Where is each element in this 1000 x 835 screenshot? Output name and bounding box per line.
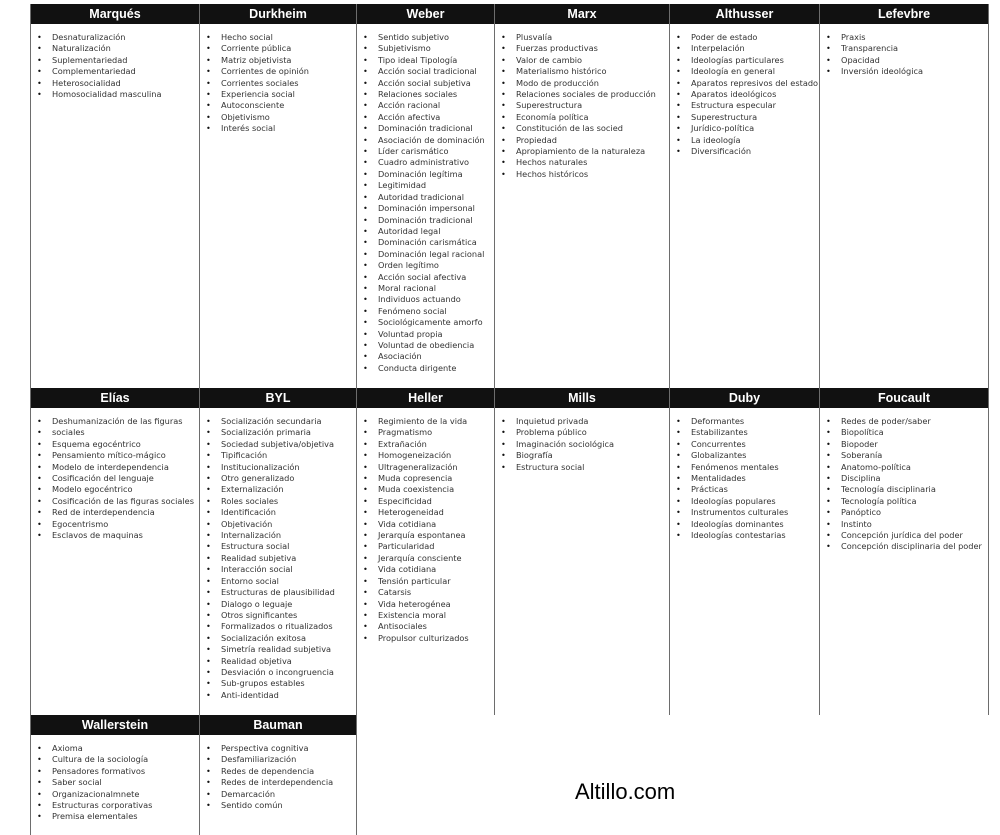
concept-item: • Objetivismo <box>206 112 356 123</box>
concept-item: • Acción afectiva <box>363 112 494 123</box>
author-column-marx <box>495 4 670 388</box>
table-row-2 <box>30 388 989 715</box>
concept-item: • Panóptico <box>826 507 988 518</box>
concept-item: • Homosocialidad masculina <box>37 89 199 100</box>
concept-item: • Poder de estado <box>676 32 819 43</box>
concept-item: • Inquietud privada <box>501 416 669 427</box>
concept-item: • Acción social tradicional <box>363 66 494 77</box>
concept-item: • Ideologías particulares <box>676 55 819 66</box>
concept-item: • Voluntad propia <box>363 329 494 340</box>
concept-item: • Asociación de dominación <box>363 135 494 146</box>
concept-item: • Dominación tradicional <box>363 215 494 226</box>
concept-item: • Pragmatismo <box>363 427 494 438</box>
concept-item: • Vida cotidiana <box>363 564 494 575</box>
concept-item: • Entorno social <box>206 576 356 587</box>
concept-item: • Hechos naturales <box>501 157 669 168</box>
concept-item: • Pensadores formativos <box>37 766 199 777</box>
concept-item: • Biografía <box>501 450 669 461</box>
concept-item: • Cosificación de las figuras sociales <box>37 496 199 507</box>
concept-item: • Sentido subjetivo <box>363 32 494 43</box>
concept-item: • Propulsor culturizados <box>363 633 494 644</box>
concept-item: • Otros significantes <box>206 610 356 621</box>
concept-item: • Conducta dirigente <box>363 363 494 374</box>
concept-item: • Anatomo-política <box>826 462 988 473</box>
concept-item: • Particularidad <box>363 541 494 552</box>
concept-item: • Simetría realidad subjetiva <box>206 644 356 655</box>
concept-item: • Catarsis <box>363 587 494 598</box>
concept-item: • Axioma <box>37 743 199 754</box>
concept-item: • Especificidad <box>363 496 494 507</box>
author-header: Duby <box>670 388 819 408</box>
author-column-wallerstein <box>31 715 200 835</box>
concept-item: • Socialización primaria <box>206 427 356 438</box>
author-header: Weber <box>357 4 494 24</box>
concept-item: • Externalización <box>206 484 356 495</box>
concept-item: • Autoridad legal <box>363 226 494 237</box>
concept-item: • Concurrentes <box>676 439 819 450</box>
concept-item: • Organizacionalmnete <box>37 789 199 800</box>
concept-item: • Jurídico-política <box>676 123 819 134</box>
author-header: Marqués <box>31 4 199 24</box>
concept-item: • Deshumanización de las figuras <box>37 416 199 427</box>
author-column-foucault <box>820 388 989 715</box>
concept-item: • Complementariedad <box>37 66 199 77</box>
concept-item: • Dominación legítima <box>363 169 494 180</box>
concept-item: • Pensamiento mítico-mágico <box>37 450 199 461</box>
table-row-3 <box>30 715 989 835</box>
concept-item: • Orden legítimo <box>363 260 494 271</box>
author-column-duby <box>670 388 820 715</box>
concept-item: • Plusvalía <box>501 32 669 43</box>
author-column-byl <box>200 388 357 715</box>
author-header: Wallerstein <box>31 715 199 735</box>
author-header: Althusser <box>670 4 819 24</box>
concept-list <box>37 32 199 100</box>
concept-item: • Acción social subjetiva <box>363 78 494 89</box>
author-column-weber <box>357 4 495 388</box>
concept-item: • Tensión particular <box>363 576 494 587</box>
concept-item: • Naturalización <box>37 43 199 54</box>
concept-item: • Socialización secundaria <box>206 416 356 427</box>
concept-item: • Anti-identidad <box>206 690 356 701</box>
concept-item: • Acción racional <box>363 100 494 111</box>
concept-item: • Dominación legal racional <box>363 249 494 260</box>
concept-item: • Vida cotidiana <box>363 519 494 530</box>
concept-item: • Concepción jurídica del poder <box>826 530 988 541</box>
concept-item: • Corriente pública <box>206 43 356 54</box>
concept-item: • Cosificación del lenguaje <box>37 473 199 484</box>
concept-item: • Egocentrismo <box>37 519 199 530</box>
site-watermark: Altillo.com <box>575 779 676 804</box>
concept-item: • Interacción social <box>206 564 356 575</box>
concept-item: • Sub-grupos estables <box>206 678 356 689</box>
concept-list <box>206 32 356 135</box>
concept-item: • Homogeneización <box>363 450 494 461</box>
author-column-bauman <box>200 715 357 835</box>
concept-item: • Tipificación <box>206 450 356 461</box>
concept-item: • Deformantes <box>676 416 819 427</box>
concept-item: • La ideología <box>676 135 819 146</box>
author-header: Heller <box>357 388 494 408</box>
concept-item: • Esclavos de maquinas <box>37 530 199 541</box>
concept-item: • Sentido común <box>206 800 356 811</box>
concept-item: • Identificación <box>206 507 356 518</box>
concept-item: • Redes de dependencia <box>206 766 356 777</box>
concept-item: • Premisa elementales <box>37 811 199 822</box>
concept-item: • Cuadro administrativo <box>363 157 494 168</box>
concept-item: • Institucionalización <box>206 462 356 473</box>
author-column-mills <box>495 388 670 715</box>
concept-item: • Perspectiva cognitiva <box>206 743 356 754</box>
concept-item: • Materialismo histórico <box>501 66 669 77</box>
concept-item: • Estructuras de plausibilidad <box>206 587 356 598</box>
concept-item: • Corrientes de opinión <box>206 66 356 77</box>
concept-item: • Jerarquía consciente <box>363 553 494 564</box>
concept-list <box>37 416 199 541</box>
author-header: Mills <box>495 388 669 408</box>
concept-item: • Estabilizantes <box>676 427 819 438</box>
table-row-1 <box>30 4 989 388</box>
concept-item: • Ideologías populares <box>676 496 819 507</box>
concept-item: • Superestructura <box>676 112 819 123</box>
concept-item: • Instrumentos culturales <box>676 507 819 518</box>
author-column-durkheim <box>200 4 357 388</box>
concept-item: • Transparencia <box>826 43 988 54</box>
concept-item: • Asociación <box>363 351 494 362</box>
author-column-lefevbre <box>820 4 989 388</box>
concept-item: • Biopoder <box>826 439 988 450</box>
concept-item: • Dominación tradicional <box>363 123 494 134</box>
author-header: BYL <box>200 388 356 408</box>
concept-list <box>826 416 988 553</box>
concept-item: • Red de interdependencia <box>37 507 199 518</box>
concept-item: • Fuerzas productivas <box>501 43 669 54</box>
concept-item: • Aparatos represivos del estado <box>676 78 819 89</box>
concept-item: • Roles sociales <box>206 496 356 507</box>
concept-item: • Mentalidades <box>676 473 819 484</box>
concept-item: • Muda coexistencia <box>363 484 494 495</box>
concept-item: • Líder carismático <box>363 146 494 157</box>
concept-item: • Estructura social <box>206 541 356 552</box>
concept-list <box>501 32 669 180</box>
concept-item: • Soberanía <box>826 450 988 461</box>
author-column-elias <box>31 388 200 715</box>
concept-item: • Modelo egocéntrico <box>37 484 199 495</box>
concept-item: • Redes de interdependencia <box>206 777 356 788</box>
author-column-heller <box>357 388 495 715</box>
concept-item: • Cultura de la sociología <box>37 754 199 765</box>
concept-item: • Relaciones sociales <box>363 89 494 100</box>
concepts-table <box>30 4 989 835</box>
concept-item: • Desviación o incongruencia <box>206 667 356 678</box>
concept-item: • Hechos históricos <box>501 169 669 180</box>
concept-item: • Experiencia social <box>206 89 356 100</box>
concept-item: • Moral racional <box>363 283 494 294</box>
concept-item: • Heterosocialidad <box>37 78 199 89</box>
concept-item: • Inversión ideológica <box>826 66 988 77</box>
concept-item: • Relaciones sociales de producción <box>501 89 669 100</box>
concept-item: • Prácticas <box>676 484 819 495</box>
concept-item: • Modelo de interdependencia <box>37 462 199 473</box>
concept-item: • Desnaturalización <box>37 32 199 43</box>
concept-item: • Hecho social <box>206 32 356 43</box>
concept-list <box>826 32 988 78</box>
author-column-althusser <box>670 4 820 388</box>
concept-item: • Constitución de las socied <box>501 123 669 134</box>
concept-item: • Tecnología disciplinaria <box>826 484 988 495</box>
concept-item: • Jerarquía espontanea <box>363 530 494 541</box>
concept-item: • Esquema egocéntrico <box>37 439 199 450</box>
author-header: Marx <box>495 4 669 24</box>
concept-item: • Existencia moral <box>363 610 494 621</box>
concept-item: • Estructura especular <box>676 100 819 111</box>
concept-item: • Apropiamiento de la naturaleza <box>501 146 669 157</box>
concept-item: • Legitimidad <box>363 180 494 191</box>
author-header: Lefevbre <box>820 4 988 24</box>
concept-item: • Regimiento de la vida <box>363 416 494 427</box>
concept-item: • Desfamiliarización <box>206 754 356 765</box>
concept-item: • Extrañación <box>363 439 494 450</box>
concept-item: • Antisociales <box>363 621 494 632</box>
concept-list <box>676 32 819 157</box>
author-header: Bauman <box>200 715 356 735</box>
concept-item: • Imaginación sociológica <box>501 439 669 450</box>
concept-list <box>363 32 494 374</box>
concept-item: • Estructura social <box>501 462 669 473</box>
author-column-marques <box>31 4 200 388</box>
concept-list <box>501 416 669 473</box>
concept-item: • Dialogo o leguaje <box>206 599 356 610</box>
concept-list <box>206 743 356 811</box>
concept-item: • Voluntad de obediencia <box>363 340 494 351</box>
concept-item: • Ideologías contestarias <box>676 530 819 541</box>
concept-item: • Heterogeneidad <box>363 507 494 518</box>
concept-item: • Problema público <box>501 427 669 438</box>
concept-item: • Ideologías dominantes <box>676 519 819 530</box>
concept-item: • Saber social <box>37 777 199 788</box>
concept-item: • Subjetivismo <box>363 43 494 54</box>
concept-item: • Redes de poder/saber <box>826 416 988 427</box>
concept-item: • Superestructura <box>501 100 669 111</box>
concept-item: • Objetivación <box>206 519 356 530</box>
concept-list <box>37 743 199 823</box>
concept-item: • Estructuras corporativas <box>37 800 199 811</box>
concept-item: • Sociológicamente amorfo <box>363 317 494 328</box>
concept-item: • Tecnología política <box>826 496 988 507</box>
concept-item: • Dominación impersonal <box>363 203 494 214</box>
concept-item: • Aparatos ideológicos <box>676 89 819 100</box>
concept-item: • Otro generalizado <box>206 473 356 484</box>
concept-item: • Demarcación <box>206 789 356 800</box>
concept-item: • Economía política <box>501 112 669 123</box>
concept-item: • Instinto <box>826 519 988 530</box>
concept-item: • Dominación carismática <box>363 237 494 248</box>
concept-item: • Internalización <box>206 530 356 541</box>
concept-item: • Disciplina <box>826 473 988 484</box>
concept-list <box>676 416 819 541</box>
concept-item: • Formalizados o ritualizados <box>206 621 356 632</box>
author-header: Foucault <box>820 388 988 408</box>
concept-item: • Individuos actuando <box>363 294 494 305</box>
author-header: Elías <box>31 388 199 408</box>
concept-item: • Propiedad <box>501 135 669 146</box>
concept-item: • Interés social <box>206 123 356 134</box>
concept-item: • Concepción disciplinaria del poder <box>826 541 988 552</box>
concept-item: • Interpelación <box>676 43 819 54</box>
concept-item: • Autoridad tradicional <box>363 192 494 203</box>
concept-item: • Fenómeno social <box>363 306 494 317</box>
concept-item: • Opacidad <box>826 55 988 66</box>
author-header: Durkheim <box>200 4 356 24</box>
concept-item: • sociales <box>37 427 199 438</box>
concept-item: • Corrientes sociales <box>206 78 356 89</box>
concept-item: • Muda copresencia <box>363 473 494 484</box>
concept-item: • Modo de producción <box>501 78 669 89</box>
concept-item: • Fenómenos mentales <box>676 462 819 473</box>
concept-item: • Suplementariedad <box>37 55 199 66</box>
concept-item: • Ultrageneralización <box>363 462 494 473</box>
concept-item: • Globalizantes <box>676 450 819 461</box>
concept-item: • Sociedad subjetiva/objetiva <box>206 439 356 450</box>
concept-item: • Valor de cambio <box>501 55 669 66</box>
concept-item: • Realidad objetiva <box>206 656 356 667</box>
concept-item: • Praxis <box>826 32 988 43</box>
concept-list <box>363 416 494 644</box>
concept-item: • Biopolítica <box>826 427 988 438</box>
concept-item: • Ideología en general <box>676 66 819 77</box>
concept-item: • Acción social afectiva <box>363 272 494 283</box>
concept-list <box>206 416 356 701</box>
concept-item: • Tipo ideal Tipología <box>363 55 494 66</box>
concept-item: • Autoconsciente <box>206 100 356 111</box>
concept-item: • Vida heterogénea <box>363 599 494 610</box>
concept-item: • Diversificación <box>676 146 819 157</box>
concept-item: • Matriz objetivista <box>206 55 356 66</box>
concept-item: • Realidad subjetiva <box>206 553 356 564</box>
concept-item: • Socialización exitosa <box>206 633 356 644</box>
